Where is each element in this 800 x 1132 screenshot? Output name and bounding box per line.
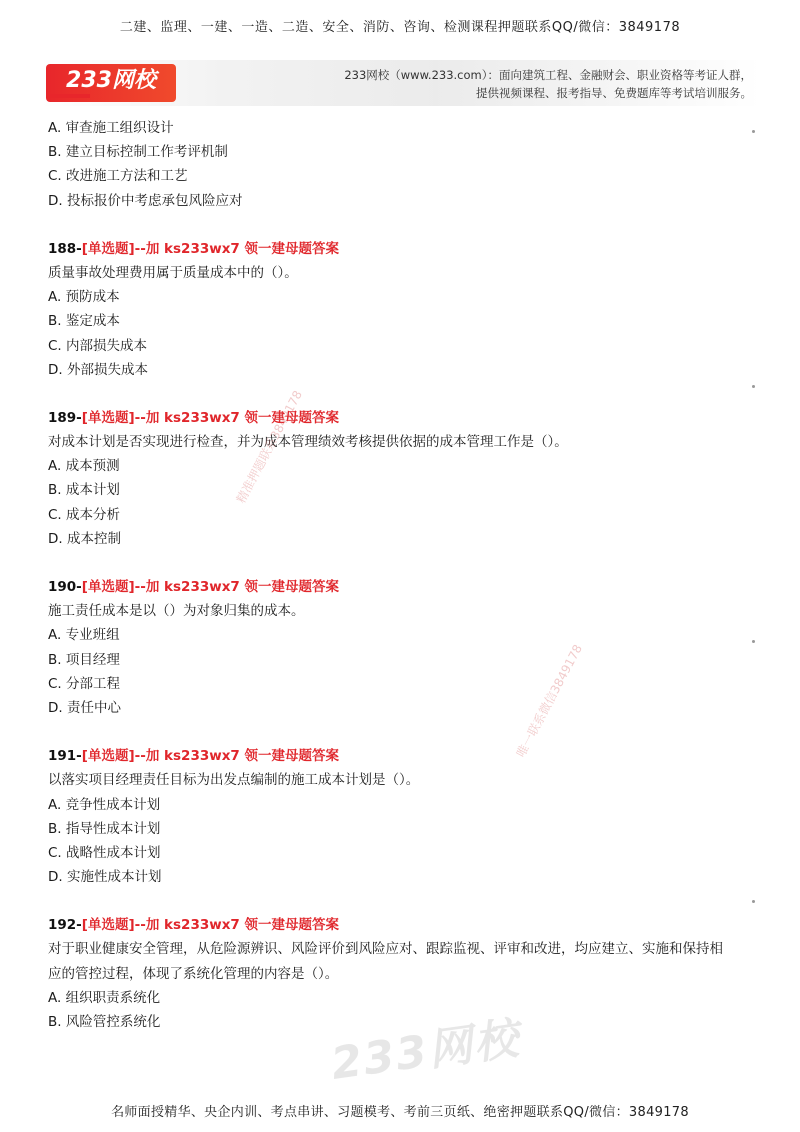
option-item: A. 成本预测 [48,458,120,475]
option-item: B. 成本计划 [48,482,120,499]
header-description [344,66,752,102]
option-item: A. 专业班组 [48,627,120,644]
question-tag: [单选题]--加 ks233wx7 领一建母题答案 [81,748,340,765]
question-stem-line: 应的管控过程，体现了系统化管理的内容是（）。 [48,965,339,982]
question-number: 189- [48,409,82,426]
question-heading [48,237,760,261]
question-stem: 以落实项目经理责任目标为出发点编制的施工成本计划是（）。 [48,772,420,789]
option-item: C. 内部损失成本 [48,337,148,354]
question-stem: 施工责任成本是以（）为对象归集的成本。 [48,603,305,620]
option-item: C. 改进施工方法和工艺 [48,168,188,185]
option-item: A. 审查施工组织设计 [48,120,174,136]
header-desc-line1: 233网校（www.233.com）：面向建筑工程、金融财会、职业资格等考证人群， [344,68,752,82]
question-stem: 对成本计划是否实现进行检查，并为成本管理绩效考核提供依据的成本管理工作是（）。 [48,434,568,451]
question-heading [48,406,760,430]
watermark-text: 唯一联系微信3849178 [513,642,586,760]
option-item: D. 投标报价中考虑承包风险应对 [48,192,243,209]
edge-dot [752,900,755,903]
option-item: D. 责任中心 [48,699,121,716]
question-heading [48,744,760,768]
option-item: C. 分部工程 [48,675,121,692]
question-heading [48,575,760,599]
option-item: D. 实施性成本计划 [48,869,162,886]
option-item: B. 风险管控系统化 [48,1014,161,1030]
question-tag: [单选题]--加 ks233wx7 领一建母题答案 [81,409,340,426]
header-desc-line2: 提供视频课程、报考指导、免费题库等考试培训服务。 [476,86,752,100]
question-number: 192- [48,917,82,934]
edge-dot [752,640,755,643]
page-header [0,52,800,112]
question-number: 191- [48,748,82,765]
option-item: A. 预防成本 [48,289,120,306]
question-heading [48,913,760,937]
watermark-text: 精准押题联系3849178 [233,388,306,506]
option-item: B. 指导性成本计划 [48,820,161,837]
top-banner: 二建、监理、一建、一造、二造、安全、消防、咨询、检测课程押题联系QQ/微信：3849178 [119,20,681,35]
question-number: 188- [48,240,82,257]
question-stem-line: 对于职业健康安全管理，从危险源辨识、风险评价到风险应对、跟踪监视、评审和改进，均应建立、实施和保持相 [48,941,723,958]
question-tag: [单选题]--加 ks233wx7 领一建母题答案 [81,917,340,934]
option-item: A. 组织职责系统化 [48,989,161,1006]
option-item: C. 战略性成本计划 [48,844,161,861]
question-content [48,116,760,1034]
brand-logo: 233网校 [46,64,176,102]
watermark-logo: 233网校 [328,1012,524,1090]
question-stem: 质量事故处理费用属于质量成本中的（）。 [48,264,298,281]
edge-dot [752,385,755,388]
option-item: B. 建立目标控制工作考评机制 [48,144,228,161]
logo-underline [50,94,90,98]
option-item: D. 成本控制 [48,530,121,547]
option-item: D. 外部损失成本 [48,361,148,378]
question-tag: [单选题]--加 ks233wx7 领一建母题答案 [81,240,340,257]
page-footer: 名师面授精华、央企内训、考点串讲、习题模考、考前三页纸、绝密押题联系QQ/微信：3849178 [111,1105,689,1120]
option-item: B. 项目经理 [48,651,120,668]
option-item: B. 鉴定成本 [48,313,120,330]
question-number: 190- [48,579,82,595]
question-tag: [单选题]--加 ks233wx7 领一建母题答案 [81,579,340,595]
edge-dot [752,130,755,133]
option-item: A. 竞争性成本计划 [48,796,161,813]
option-item: C. 成本分析 [48,506,121,523]
